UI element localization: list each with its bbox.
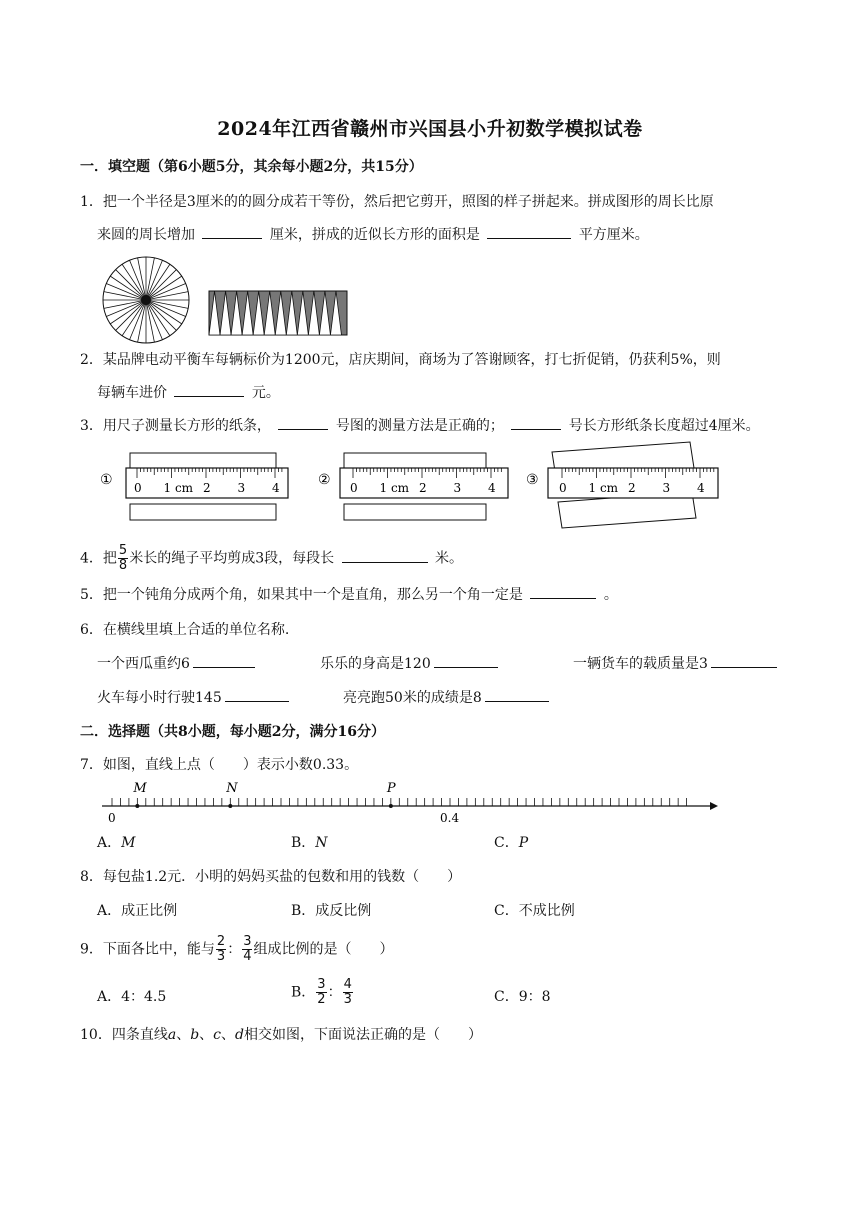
- q8-option-a[interactable]: A．成正比例: [97, 903, 178, 919]
- q7-option-b[interactable]: B．N: [291, 835, 328, 851]
- ruler-tick-label: 2: [628, 481, 636, 495]
- ruler-tick-label: 0: [134, 481, 142, 495]
- q2-blank[interactable]: [174, 382, 244, 397]
- paper-strip-2-bottom: [344, 504, 486, 520]
- q7-stem: 7．如图，直线上点（ ）表示小数0.33。: [80, 757, 359, 773]
- paper-strip-1: [130, 453, 276, 469]
- number-line-figure: [98, 778, 718, 824]
- ruler-tick-label: 1 cm: [163, 481, 194, 495]
- q4-line: [80, 544, 463, 573]
- ruler-tick-label: 0: [559, 481, 567, 495]
- paper-strip-1-bottom: [130, 504, 276, 520]
- point-label: P: [386, 781, 396, 796]
- q2-text-a: 每辆车进价: [97, 385, 167, 401]
- q10-stem: 10．四条直线a、b、c、d相交如图，下面说法正确的是（ ）: [80, 1027, 482, 1043]
- q4-text-b: 米长的绳子平均剪成3段，每段长: [129, 550, 335, 567]
- q3-text-c: 号长方形纸条长度超过4厘米。: [568, 418, 760, 434]
- q1-blank-1[interactable]: [202, 224, 262, 239]
- q6-blank-5[interactable]: [485, 687, 549, 702]
- arrow-head-icon: [710, 802, 718, 810]
- ruler-tick-label: 0: [350, 481, 358, 495]
- ruler-tick-label: 3: [662, 481, 671, 495]
- ruler-tick-label: 3: [237, 481, 246, 495]
- q8-option-b[interactable]: B．成反比例: [291, 903, 372, 919]
- q9-option-b-fraction-1: $\frac{3}{2}$: [317, 977, 326, 1007]
- q5-line: [80, 584, 618, 604]
- q6-blank-2[interactable]: [434, 653, 498, 668]
- ruler-tick-label: 2: [419, 481, 427, 495]
- q6-blank-4[interactable]: [225, 687, 289, 702]
- q3-blank-2[interactable]: [511, 415, 561, 430]
- q3-text-b: 号图的测量方法是正确的；: [335, 418, 504, 434]
- ruler-tick-label: 3: [453, 481, 462, 495]
- ruler-tick-label: 4: [272, 481, 280, 495]
- section-fill-blank-heading: 一．填空题（第6小题5分，其余每小题2分，共15分）: [80, 159, 423, 175]
- q3-blank-1[interactable]: [278, 415, 328, 430]
- q7-option-a[interactable]: A．M: [97, 835, 136, 851]
- q6-item-1: 一个西瓜重约6: [97, 653, 258, 673]
- tick-label-0-4: 0.4: [440, 811, 460, 825]
- q5-blank[interactable]: [530, 584, 596, 599]
- q8-stem: 8．每包盐1.2元．小明的妈妈买盐的包数和用的钱数（ ）: [80, 869, 462, 885]
- q4-blank[interactable]: [342, 548, 428, 563]
- q9-option-c[interactable]: C．9：8: [494, 989, 551, 1005]
- q9-option-a[interactable]: A．4：4.5: [97, 989, 167, 1005]
- q2-line2: [97, 382, 280, 402]
- tick-label-zero: 0: [108, 811, 116, 825]
- q8-option-c[interactable]: C．不成比例: [494, 903, 575, 919]
- ruler-tick-label: 1 cm: [379, 481, 410, 495]
- ruler-figure-1: [98, 446, 288, 526]
- ruler-1-mark: ①: [100, 472, 113, 488]
- q4-text-c: 米。: [435, 550, 464, 567]
- q9-stem: 9．下面各比中，能与 $\frac{2}{3}$ ： $\frac{3}{4}$ 组成比例的是（ ）: [80, 934, 394, 964]
- number-line-point: [135, 804, 139, 808]
- q6-item-5: 亮亮跑50米的成绩是8: [343, 687, 552, 707]
- paper-strip-2: [344, 453, 486, 469]
- q5-text-a: 5．把一个钝角分成两个角，如果其中一个是直角，那么另一个角一定是: [80, 587, 523, 603]
- ruler-tick-label: 2: [203, 481, 211, 495]
- ruler-figure-2: [316, 446, 516, 526]
- q5-text-b: 。: [603, 587, 618, 603]
- q1-line2: [97, 224, 649, 244]
- ruler-tick-label: 1 cm: [588, 481, 619, 495]
- q9-option-b-fraction-2: $\frac{4}{3}$: [343, 977, 352, 1007]
- number-line-point: [389, 804, 393, 808]
- q4-fraction: $\frac{5}{8}$: [118, 543, 128, 573]
- q6-item-2: 乐乐的身高是120: [320, 653, 501, 673]
- section-choice-heading: 二．选择题（共8小题，每小题2分，满分16分）: [80, 724, 385, 740]
- q1-line1: 1．把一个半径是3厘米的的圆分成若干等份，然后把它剪开，照图的样子拼起来。拼成图形的周长比原: [80, 194, 714, 210]
- q3-text-a: 3．用尺子测量长方形的纸条，: [80, 418, 271, 434]
- q6-item-4: 火车每小时行驶145: [97, 687, 292, 707]
- q9-fraction-1: $\frac{2}{3}$: [216, 934, 226, 964]
- point-label: M: [133, 781, 147, 796]
- q7-option-c[interactable]: C．P: [494, 835, 529, 851]
- number-line-point: [228, 804, 232, 808]
- q1-text-b: 厘米，拼成的近似长方形的面积是: [269, 227, 480, 243]
- q1-text-c: 平方厘米。: [578, 227, 649, 243]
- q6-blank-1[interactable]: [193, 653, 255, 668]
- q3-line: [80, 415, 760, 435]
- ruler-tick-label: 4: [697, 481, 705, 495]
- q6-item-3: 一辆货车的载质量是3: [573, 653, 780, 673]
- rearranged-rectangle-figure: [206, 289, 350, 337]
- ruler-tick-label: 4: [488, 481, 496, 495]
- ruler-3-mark: ③: [526, 472, 539, 488]
- q9-option-b[interactable]: B． $\frac{3}{2}$ ： $\frac{4}{3}$: [291, 977, 352, 1007]
- ruler-figure-3: [526, 440, 726, 532]
- point-label: N: [226, 781, 238, 796]
- q2-text-b: 元。: [251, 385, 280, 401]
- q6-blank-3[interactable]: [711, 653, 777, 668]
- q1-blank-2[interactable]: [487, 224, 571, 239]
- q4-text-a: 4．把: [80, 550, 117, 567]
- q6-stem: 6．在横线里填上合适的单位名称.: [80, 622, 290, 638]
- page-title: 2024年江西省赣州市兴国县小升初数学模拟试卷: [217, 118, 643, 140]
- circle-center: [141, 295, 151, 305]
- ruler-2-mark: ②: [318, 472, 331, 488]
- circle-sectors-figure: [100, 254, 192, 346]
- q9-fraction-2: $\frac{3}{4}$: [243, 934, 252, 964]
- q1-text-a: 来圆的周长增加: [97, 227, 195, 243]
- q2-line1: 2．某品牌电动平衡车每辆标价为1200元，店庆期间，商场为了答谢顾客，打七折促销，仍获利5%，则: [80, 352, 721, 368]
